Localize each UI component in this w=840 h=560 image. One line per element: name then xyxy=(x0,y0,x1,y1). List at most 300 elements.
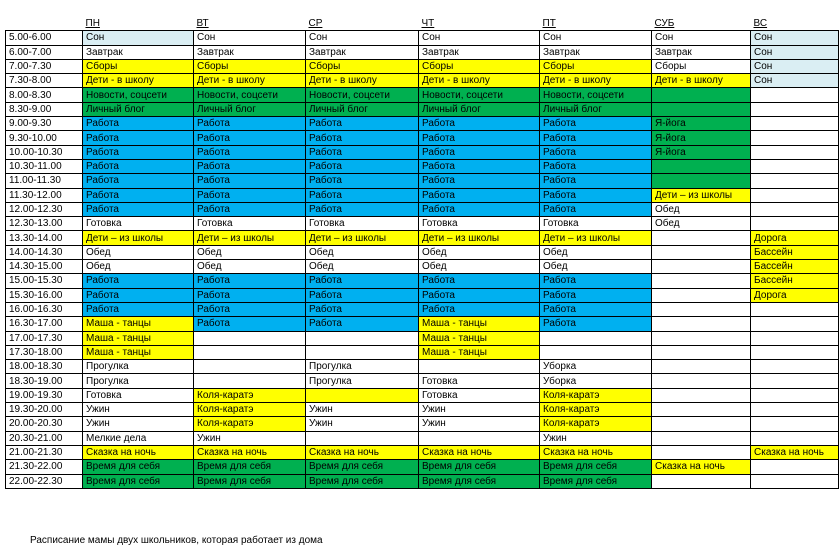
activity-cell: Дети – из школы xyxy=(306,231,419,245)
activity-cell: Новости, соцсети xyxy=(194,88,306,102)
activity-cell xyxy=(751,345,839,359)
activity-cell: Работа xyxy=(419,188,540,202)
day-header: ПН xyxy=(83,17,194,31)
activity-cell: Завтрак xyxy=(652,45,751,59)
activity-cell: Работа xyxy=(83,302,194,316)
activity-cell xyxy=(751,145,839,159)
activity-cell: Дорога xyxy=(751,231,839,245)
activity-cell xyxy=(652,374,751,388)
activity-cell xyxy=(751,188,839,202)
activity-cell: Обед xyxy=(419,260,540,274)
activity-cell xyxy=(652,288,751,302)
day-header: ВС xyxy=(751,17,839,31)
table-row xyxy=(6,345,839,359)
activity-cell: Дорога xyxy=(751,288,839,302)
activity-cell: Сказка на ночь xyxy=(652,460,751,474)
activity-cell: Готовка xyxy=(83,217,194,231)
activity-cell: Работа xyxy=(540,302,652,316)
table-row xyxy=(6,388,839,402)
activity-cell: Работа xyxy=(419,202,540,216)
time-cell: 14.00-14.30 xyxy=(6,245,83,259)
activity-cell: Дети - в школу xyxy=(194,74,306,88)
activity-cell: Сборы xyxy=(419,59,540,73)
activity-cell xyxy=(751,159,839,173)
time-cell: 11.00-11.30 xyxy=(6,174,83,188)
activity-cell: Работа xyxy=(83,159,194,173)
activity-cell: Работа xyxy=(540,174,652,188)
activity-cell xyxy=(652,388,751,402)
activity-cell xyxy=(306,331,419,345)
activity-cell: Личный блог xyxy=(306,102,419,116)
activity-cell: Работа xyxy=(540,202,652,216)
activity-cell: Работа xyxy=(419,174,540,188)
table-row xyxy=(6,302,839,316)
table-row xyxy=(6,188,839,202)
activity-cell: Работа xyxy=(540,317,652,331)
activity-cell xyxy=(751,360,839,374)
activity-cell: Обед xyxy=(194,260,306,274)
time-cell: 9.30-10.00 xyxy=(6,131,83,145)
activity-cell: Работа xyxy=(306,117,419,131)
activity-cell: Сон xyxy=(751,59,839,73)
activity-cell: Прогулка xyxy=(83,360,194,374)
activity-cell: Новости, соцсети xyxy=(306,88,419,102)
activity-cell xyxy=(652,260,751,274)
activity-cell: Готовка xyxy=(419,388,540,402)
table-row xyxy=(6,174,839,188)
activity-cell: Работа xyxy=(194,145,306,159)
activity-cell: Обед xyxy=(194,245,306,259)
activity-cell xyxy=(419,431,540,445)
table-row xyxy=(6,403,839,417)
table-row xyxy=(6,45,839,59)
day-header: ВТ xyxy=(194,17,306,31)
activity-cell: Работа xyxy=(419,274,540,288)
table-row xyxy=(6,417,839,431)
activity-cell: Маша - танцы xyxy=(83,317,194,331)
activity-cell: Ужин xyxy=(306,417,419,431)
time-cell: 20.00-20.30 xyxy=(6,417,83,431)
activity-cell: Время для себя xyxy=(83,460,194,474)
activity-cell xyxy=(652,345,751,359)
activity-cell: Ужин xyxy=(83,417,194,431)
activity-cell: Завтрак xyxy=(306,45,419,59)
table-row xyxy=(6,102,839,116)
time-cell: 15.00-15.30 xyxy=(6,274,83,288)
activity-cell: Завтрак xyxy=(540,45,652,59)
activity-cell: Сон xyxy=(751,31,839,45)
activity-cell xyxy=(751,317,839,331)
activity-cell: Коля-каратэ xyxy=(540,403,652,417)
activity-cell xyxy=(751,131,839,145)
activity-cell: Работа xyxy=(306,302,419,316)
activity-cell: Время для себя xyxy=(540,460,652,474)
activity-cell: Работа xyxy=(194,131,306,145)
time-cell: 8.00-8.30 xyxy=(6,88,83,102)
activity-cell xyxy=(652,274,751,288)
activity-cell: Работа xyxy=(540,117,652,131)
time-cell: 7.00-7.30 xyxy=(6,59,83,73)
activity-cell xyxy=(652,403,751,417)
activity-cell: Ужин xyxy=(419,403,540,417)
activity-cell: Работа xyxy=(306,274,419,288)
activity-cell: Работа xyxy=(540,288,652,302)
activity-cell: Работа xyxy=(306,188,419,202)
activity-cell: Коля-каратэ xyxy=(540,388,652,402)
activity-cell: Обед xyxy=(306,260,419,274)
activity-cell xyxy=(652,331,751,345)
activity-cell: Сборы xyxy=(83,59,194,73)
activity-cell: Прогулка xyxy=(83,374,194,388)
activity-cell: Работа xyxy=(306,145,419,159)
day-header: ЧТ xyxy=(419,17,540,31)
activity-cell: Работа xyxy=(83,202,194,216)
activity-cell: Сборы xyxy=(306,59,419,73)
activity-cell: Новости, соцсети xyxy=(540,88,652,102)
activity-cell xyxy=(652,474,751,488)
activity-cell: Работа xyxy=(419,302,540,316)
activity-cell: Личный блог xyxy=(83,102,194,116)
table-row xyxy=(6,360,839,374)
activity-cell xyxy=(751,302,839,316)
time-cell: 10.30-11.00 xyxy=(6,159,83,173)
table-row xyxy=(6,374,839,388)
activity-cell: Работа xyxy=(419,159,540,173)
activity-cell: Работа xyxy=(540,274,652,288)
activity-cell: Время для себя xyxy=(83,474,194,488)
activity-cell: Бассейн xyxy=(751,260,839,274)
activity-cell xyxy=(751,431,839,445)
activity-cell: Время для себя xyxy=(540,474,652,488)
activity-cell: Работа xyxy=(194,202,306,216)
activity-cell: Дети – из школы xyxy=(194,231,306,245)
activity-cell: Новости, соцсети xyxy=(419,88,540,102)
activity-cell: Сон xyxy=(652,31,751,45)
table-row xyxy=(6,88,839,102)
activity-cell: Дети – из школы xyxy=(652,188,751,202)
activity-cell xyxy=(652,445,751,459)
activity-cell: Готовка xyxy=(194,217,306,231)
activity-cell: Обед xyxy=(652,202,751,216)
activity-cell: Прогулка xyxy=(306,374,419,388)
activity-cell xyxy=(652,231,751,245)
activity-cell: Бассейн xyxy=(751,245,839,259)
activity-cell xyxy=(751,417,839,431)
activity-cell: Дети – из школы xyxy=(83,231,194,245)
activity-cell xyxy=(652,360,751,374)
activity-cell: Обед xyxy=(83,245,194,259)
activity-cell: Время для себя xyxy=(194,460,306,474)
activity-cell: Личный блог xyxy=(194,102,306,116)
activity-cell: Работа xyxy=(419,145,540,159)
activity-cell: Завтрак xyxy=(83,45,194,59)
activity-cell: Дети – из школы xyxy=(540,231,652,245)
activity-cell: Работа xyxy=(419,288,540,302)
activity-cell: Я-йога xyxy=(652,145,751,159)
table-row xyxy=(6,145,839,159)
activity-cell: Работа xyxy=(540,145,652,159)
activity-cell: Работа xyxy=(194,288,306,302)
time-cell: 22.00-22.30 xyxy=(6,474,83,488)
activity-cell xyxy=(751,117,839,131)
activity-cell: Я-йога xyxy=(652,131,751,145)
table-row xyxy=(6,288,839,302)
activity-cell: Работа xyxy=(194,174,306,188)
table-row xyxy=(6,59,839,73)
day-header: ПТ xyxy=(540,17,652,31)
activity-cell: Ужин xyxy=(306,403,419,417)
activity-cell xyxy=(540,331,652,345)
activity-cell: Я-йога xyxy=(652,117,751,131)
time-cell: 17.30-18.00 xyxy=(6,345,83,359)
activity-cell: Работа xyxy=(306,174,419,188)
activity-cell: Коля-каратэ xyxy=(194,403,306,417)
activity-cell xyxy=(751,174,839,188)
activity-cell: Сборы xyxy=(540,59,652,73)
table-row xyxy=(6,159,839,173)
activity-cell: Обед xyxy=(652,217,751,231)
activity-cell: Дети - в школу xyxy=(540,74,652,88)
activity-cell: Работа xyxy=(306,317,419,331)
table-row xyxy=(6,117,839,131)
time-cell: 5.00-6.00 xyxy=(6,31,83,45)
activity-cell: Прогулка xyxy=(306,360,419,374)
activity-cell: Маша - танцы xyxy=(83,345,194,359)
activity-cell: Личный блог xyxy=(419,102,540,116)
activity-cell: Работа xyxy=(194,188,306,202)
activity-cell: Готовка xyxy=(306,217,419,231)
activity-cell xyxy=(194,374,306,388)
activity-cell: Сон xyxy=(751,45,839,59)
time-cell: 16.00-16.30 xyxy=(6,302,83,316)
activity-cell: Готовка xyxy=(419,374,540,388)
time-cell: 15.30-16.00 xyxy=(6,288,83,302)
time-cell: 10.00-10.30 xyxy=(6,145,83,159)
schedule-body xyxy=(6,31,839,489)
table-row xyxy=(6,445,839,459)
activity-cell xyxy=(652,317,751,331)
activity-cell: Работа xyxy=(83,288,194,302)
activity-cell: Время для себя xyxy=(194,474,306,488)
activity-cell: Работа xyxy=(194,274,306,288)
activity-cell xyxy=(306,388,419,402)
activity-cell: Работа xyxy=(83,145,194,159)
activity-cell: Работа xyxy=(306,288,419,302)
activity-cell: Время для себя xyxy=(419,474,540,488)
table-row xyxy=(6,217,839,231)
activity-cell: Готовка xyxy=(419,217,540,231)
activity-cell: Сон xyxy=(83,31,194,45)
schedule-table xyxy=(5,17,839,489)
activity-cell: Маша - танцы xyxy=(419,345,540,359)
activity-cell xyxy=(194,331,306,345)
activity-cell: Сон xyxy=(540,31,652,45)
table-row xyxy=(6,202,839,216)
activity-cell xyxy=(751,460,839,474)
activity-cell: Работа xyxy=(306,131,419,145)
activity-cell: Обед xyxy=(306,245,419,259)
activity-cell: Сказка на ночь xyxy=(83,445,194,459)
activity-cell xyxy=(751,474,839,488)
activity-cell xyxy=(306,431,419,445)
activity-cell xyxy=(751,202,839,216)
activity-cell xyxy=(540,345,652,359)
time-cell: 19.30-20.00 xyxy=(6,403,83,417)
activity-cell: Дети – из школы xyxy=(419,231,540,245)
activity-cell xyxy=(194,360,306,374)
activity-cell: Ужин xyxy=(540,431,652,445)
activity-cell: Работа xyxy=(194,302,306,316)
table-row xyxy=(6,245,839,259)
activity-cell xyxy=(306,345,419,359)
activity-cell: Сказка на ночь xyxy=(540,445,652,459)
activity-cell: Работа xyxy=(306,159,419,173)
activity-cell xyxy=(751,388,839,402)
activity-cell xyxy=(751,403,839,417)
activity-cell: Сказка на ночь xyxy=(419,445,540,459)
activity-cell: Коля-каратэ xyxy=(194,388,306,402)
time-cell: 11.30-12.00 xyxy=(6,188,83,202)
activity-cell: Работа xyxy=(83,117,194,131)
time-cell: 21.00-21.30 xyxy=(6,445,83,459)
activity-cell: Работа xyxy=(419,117,540,131)
activity-cell: Сказка на ночь xyxy=(194,445,306,459)
activity-cell: Работа xyxy=(83,274,194,288)
time-cell: 9.00-9.30 xyxy=(6,117,83,131)
time-cell: 6.00-7.00 xyxy=(6,45,83,59)
activity-cell xyxy=(652,174,751,188)
activity-cell: Сон xyxy=(194,31,306,45)
time-cell: 8.30-9.00 xyxy=(6,102,83,116)
time-cell: 13.30-14.00 xyxy=(6,231,83,245)
table-row xyxy=(6,74,839,88)
time-cell: 18.00-18.30 xyxy=(6,360,83,374)
activity-cell: Сон xyxy=(419,31,540,45)
activity-cell: Ужин xyxy=(419,417,540,431)
activity-cell: Личный блог xyxy=(540,102,652,116)
activity-cell: Время для себя xyxy=(306,474,419,488)
activity-cell xyxy=(419,360,540,374)
time-cell: 19.00-19.30 xyxy=(6,388,83,402)
time-cell: 12.30-13.00 xyxy=(6,217,83,231)
activity-cell: Маша - танцы xyxy=(419,317,540,331)
activity-cell: Работа xyxy=(194,117,306,131)
activity-cell: Сказка на ночь xyxy=(751,445,839,459)
activity-cell: Маша - танцы xyxy=(419,331,540,345)
header-row xyxy=(6,17,839,31)
activity-cell xyxy=(652,88,751,102)
table-row xyxy=(6,317,839,331)
table-row xyxy=(6,231,839,245)
activity-cell: Мелкие дела xyxy=(83,431,194,445)
time-cell: 7.30-8.00 xyxy=(6,74,83,88)
activity-cell: Работа xyxy=(83,131,194,145)
activity-cell: Бассейн xyxy=(751,274,839,288)
corner-cell xyxy=(6,17,83,31)
activity-cell: Уборка xyxy=(540,374,652,388)
activity-cell: Коля-каратэ xyxy=(194,417,306,431)
time-cell: 16.30-17.00 xyxy=(6,317,83,331)
activity-cell: Готовка xyxy=(540,217,652,231)
activity-cell: Новости, соцсети xyxy=(83,88,194,102)
activity-cell: Дети - в школу xyxy=(306,74,419,88)
activity-cell: Маша - танцы xyxy=(83,331,194,345)
time-cell: 21.30-22.00 xyxy=(6,460,83,474)
time-cell: 20.30-21.00 xyxy=(6,431,83,445)
activity-cell: Ужин xyxy=(194,431,306,445)
activity-cell: Дети - в школу xyxy=(652,74,751,88)
activity-cell xyxy=(751,331,839,345)
activity-cell xyxy=(652,245,751,259)
activity-cell: Обед xyxy=(83,260,194,274)
activity-cell: Работа xyxy=(540,131,652,145)
table-row xyxy=(6,260,839,274)
activity-cell: Сказка на ночь xyxy=(306,445,419,459)
day-header: СР xyxy=(306,17,419,31)
activity-cell: Работа xyxy=(540,159,652,173)
activity-cell: Ужин xyxy=(83,403,194,417)
activity-cell xyxy=(751,217,839,231)
activity-cell xyxy=(751,102,839,116)
time-cell: 18.30-19.00 xyxy=(6,374,83,388)
activity-cell: Обед xyxy=(540,260,652,274)
activity-cell xyxy=(652,302,751,316)
table-row xyxy=(6,431,839,445)
activity-cell xyxy=(652,417,751,431)
activity-cell: Сборы xyxy=(652,59,751,73)
activity-cell: Обед xyxy=(419,245,540,259)
time-cell: 12.00-12.30 xyxy=(6,202,83,216)
activity-cell: Сборы xyxy=(194,59,306,73)
activity-cell: Работа xyxy=(540,188,652,202)
activity-cell: Работа xyxy=(83,188,194,202)
table-row xyxy=(6,31,839,45)
activity-cell: Сон xyxy=(751,74,839,88)
activity-cell: Работа xyxy=(83,174,194,188)
activity-cell xyxy=(652,102,751,116)
activity-cell: Завтрак xyxy=(419,45,540,59)
activity-cell: Завтрак xyxy=(194,45,306,59)
activity-cell xyxy=(751,374,839,388)
table-row xyxy=(6,274,839,288)
activity-cell: Дети - в школу xyxy=(83,74,194,88)
activity-cell: Коля-каратэ xyxy=(540,417,652,431)
activity-cell xyxy=(652,431,751,445)
activity-cell xyxy=(194,345,306,359)
activity-cell: Работа xyxy=(194,317,306,331)
activity-cell: Работа xyxy=(194,159,306,173)
activity-cell: Обед xyxy=(540,245,652,259)
activity-cell: Работа xyxy=(419,131,540,145)
table-row xyxy=(6,474,839,488)
activity-cell: Время для себя xyxy=(306,460,419,474)
table-row xyxy=(6,460,839,474)
activity-cell: Готовка xyxy=(83,388,194,402)
caption: Расписание мамы двух школьников, которая работает из дома xyxy=(30,535,323,546)
activity-cell xyxy=(751,88,839,102)
day-header: СУБ xyxy=(652,17,751,31)
activity-cell: Время для себя xyxy=(419,460,540,474)
activity-cell: Дети - в школу xyxy=(419,74,540,88)
activity-cell: Уборка xyxy=(540,360,652,374)
activity-cell xyxy=(652,159,751,173)
time-cell: 17.00-17.30 xyxy=(6,331,83,345)
table-row xyxy=(6,131,839,145)
activity-cell: Работа xyxy=(306,202,419,216)
table-row xyxy=(6,331,839,345)
activity-cell: Сон xyxy=(306,31,419,45)
time-cell: 14.30-15.00 xyxy=(6,260,83,274)
